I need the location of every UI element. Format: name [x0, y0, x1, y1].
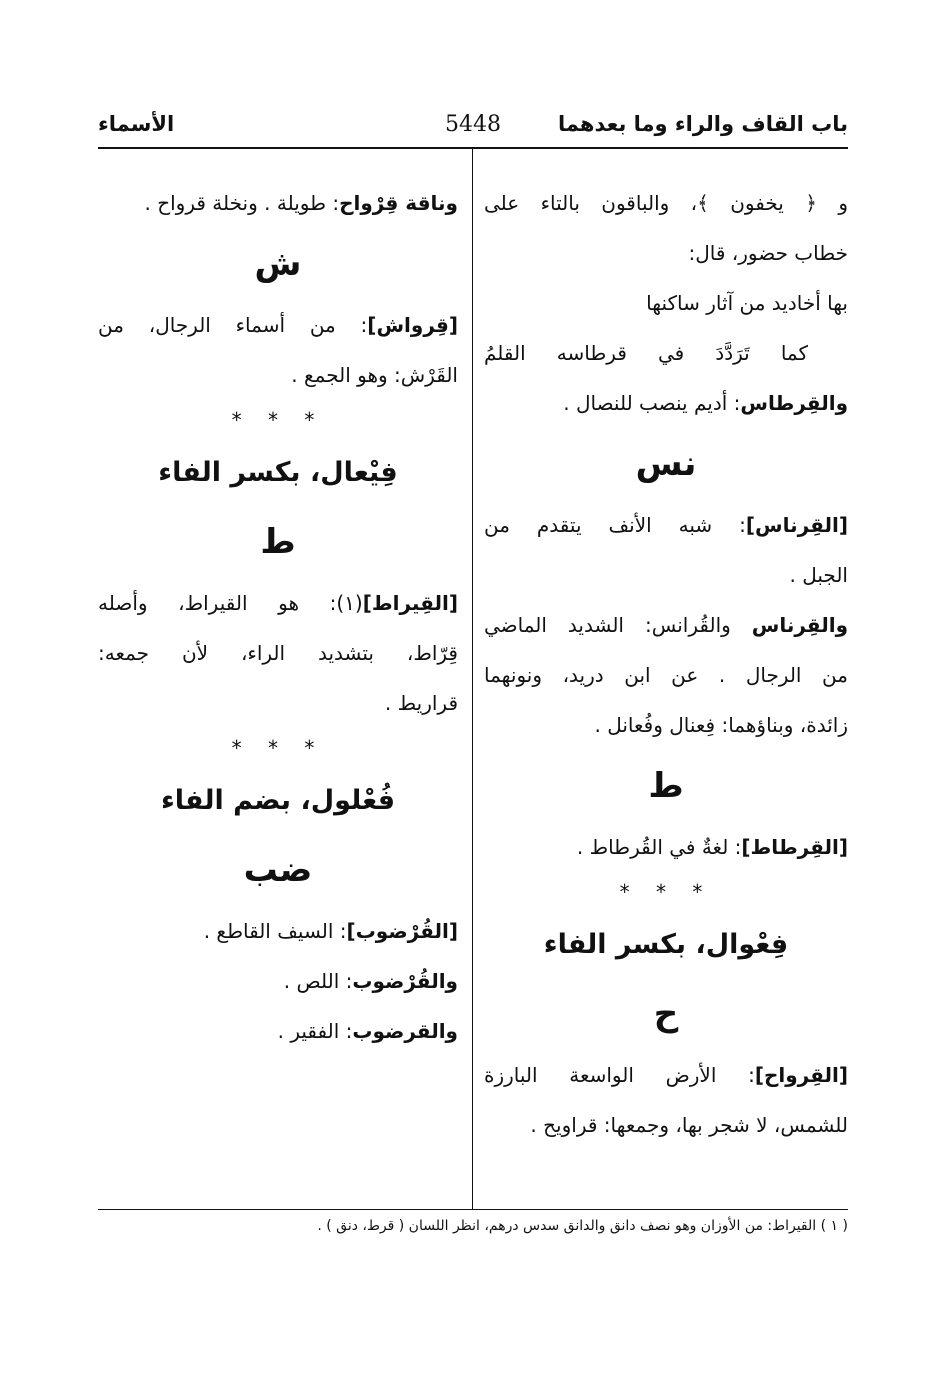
entry-line: [484, 1100, 848, 1150]
page-number: 5448: [445, 112, 501, 137]
pattern-heading: فِعْوال، بكسر الفاء: [543, 929, 789, 960]
entry-text: للشمس، لا شجر بها، وجمعها: قراويح .: [530, 1113, 848, 1137]
header-rule: [98, 147, 848, 149]
section-title: الأسماء: [98, 112, 175, 136]
entry-headword: والقُرْضوب: [352, 969, 458, 993]
section-separator: * * *: [231, 736, 325, 760]
entry-line: [98, 956, 458, 1006]
entry-line: [98, 178, 458, 228]
entry-line: [484, 328, 848, 378]
entry-line: [98, 578, 458, 628]
pattern-heading: فِيْعال، بكسر الفاء: [158, 457, 398, 488]
entry-text: والقُرانس: الشديد الماضي: [484, 613, 752, 637]
entry-text: : لغةٌ في القُرطاط .: [576, 835, 742, 859]
entry-text: : طويلة . ونخلة قرواح .: [144, 191, 340, 215]
left-column: [98, 178, 458, 1056]
section-separator: * * *: [231, 408, 325, 432]
entry-line: [484, 600, 848, 650]
entry-line: [484, 228, 848, 278]
entry-text: زائدة، وبناؤهما: فِعنال وفُعانل .: [594, 713, 848, 737]
pattern-heading: فُعْلول، بضم الفاء: [160, 785, 396, 816]
entry-headword: والقِرناس: [751, 613, 848, 637]
entry-text: : اللص .: [283, 969, 353, 993]
entry-text: من الرجال . عن ابن دريد، ونونهما: [484, 663, 848, 687]
entry-headword: والقِرطاس: [740, 391, 848, 415]
entry-text: قراريط .: [384, 691, 458, 715]
entry-line: [484, 650, 848, 700]
entry-headword: [القِرناس]: [745, 513, 848, 537]
entry-line: [484, 178, 848, 228]
entry-text: : الأرض الواسعة البارزة: [484, 1063, 755, 1087]
entry-headword: [قِرواش]: [367, 313, 458, 337]
entry-text: : السيف القاطع .: [203, 919, 347, 943]
entry-text: بها أخاديد من آثار ساكنها: [646, 291, 848, 315]
entry-headword: [القِرواح]: [754, 1063, 848, 1087]
entry-line: [98, 906, 458, 956]
entry-line: [484, 1050, 848, 1100]
entry-text: القَرْش: وهو الجمع .: [291, 363, 458, 387]
entry-line: [98, 628, 458, 678]
entry-line: [484, 278, 848, 328]
right-column: [484, 178, 848, 1150]
entry-text: خطاب حضور، قال:: [688, 241, 848, 265]
root-letter-heading: نس: [635, 444, 697, 484]
entry-line: [484, 378, 848, 428]
entry-line: [98, 678, 458, 728]
entry-headword: [القُرْضوب]: [346, 919, 458, 943]
entry-text: قِرّاط، بتشديد الراء، لأن جمعه:: [98, 641, 458, 665]
entry-text: (١): هو القيراط، وأصله: [98, 591, 363, 615]
section-separator: * * *: [619, 880, 713, 904]
entry-line: [484, 550, 848, 600]
entry-text: : الفقير .: [277, 1019, 353, 1043]
entry-headword: وناقة قِرْواح: [339, 191, 458, 215]
entry-line: [484, 822, 848, 872]
footnote: ( ١ ) القيراط: من الأوزان وهو نصف دانق والدانق سدس درهم، انظر اللسان ( قرط، دنق ) .: [317, 1218, 848, 1234]
entry-headword: [القِرطاط]: [741, 835, 848, 859]
column-divider: [472, 149, 473, 1209]
entry-line: [98, 350, 458, 400]
root-letter-heading: ح: [653, 994, 679, 1034]
entry-text: : من أسماء الرجال، من: [98, 313, 368, 337]
root-letter-heading: ط: [260, 522, 296, 562]
chapter-title: باب القاف والراء وما بعدهما: [557, 112, 848, 136]
entry-line: [484, 700, 848, 750]
entry-text: : شبه الأنف يتقدم من: [484, 513, 746, 537]
entry-text: الجبل .: [789, 563, 848, 587]
entry-text: و ﴿ يخفون ﴾، والباقون بالتاء على: [484, 191, 848, 215]
entry-text: كما تَرَدَّدَ في قرطاسه القلمُ: [484, 341, 808, 365]
root-letter-heading: ط: [648, 766, 684, 806]
entry-headword: والقرضوب: [352, 1019, 458, 1043]
root-letter-heading: ضب: [243, 850, 313, 890]
entry-line: [98, 300, 458, 350]
entry-line: [98, 1006, 458, 1056]
entry-text: : أديم ينصب للنصال .: [563, 391, 741, 415]
entry-line: [484, 500, 848, 550]
footnote-rule: [98, 1209, 848, 1210]
root-letter-heading: ش: [254, 244, 302, 284]
entry-headword: [القِيراط]: [362, 591, 458, 615]
